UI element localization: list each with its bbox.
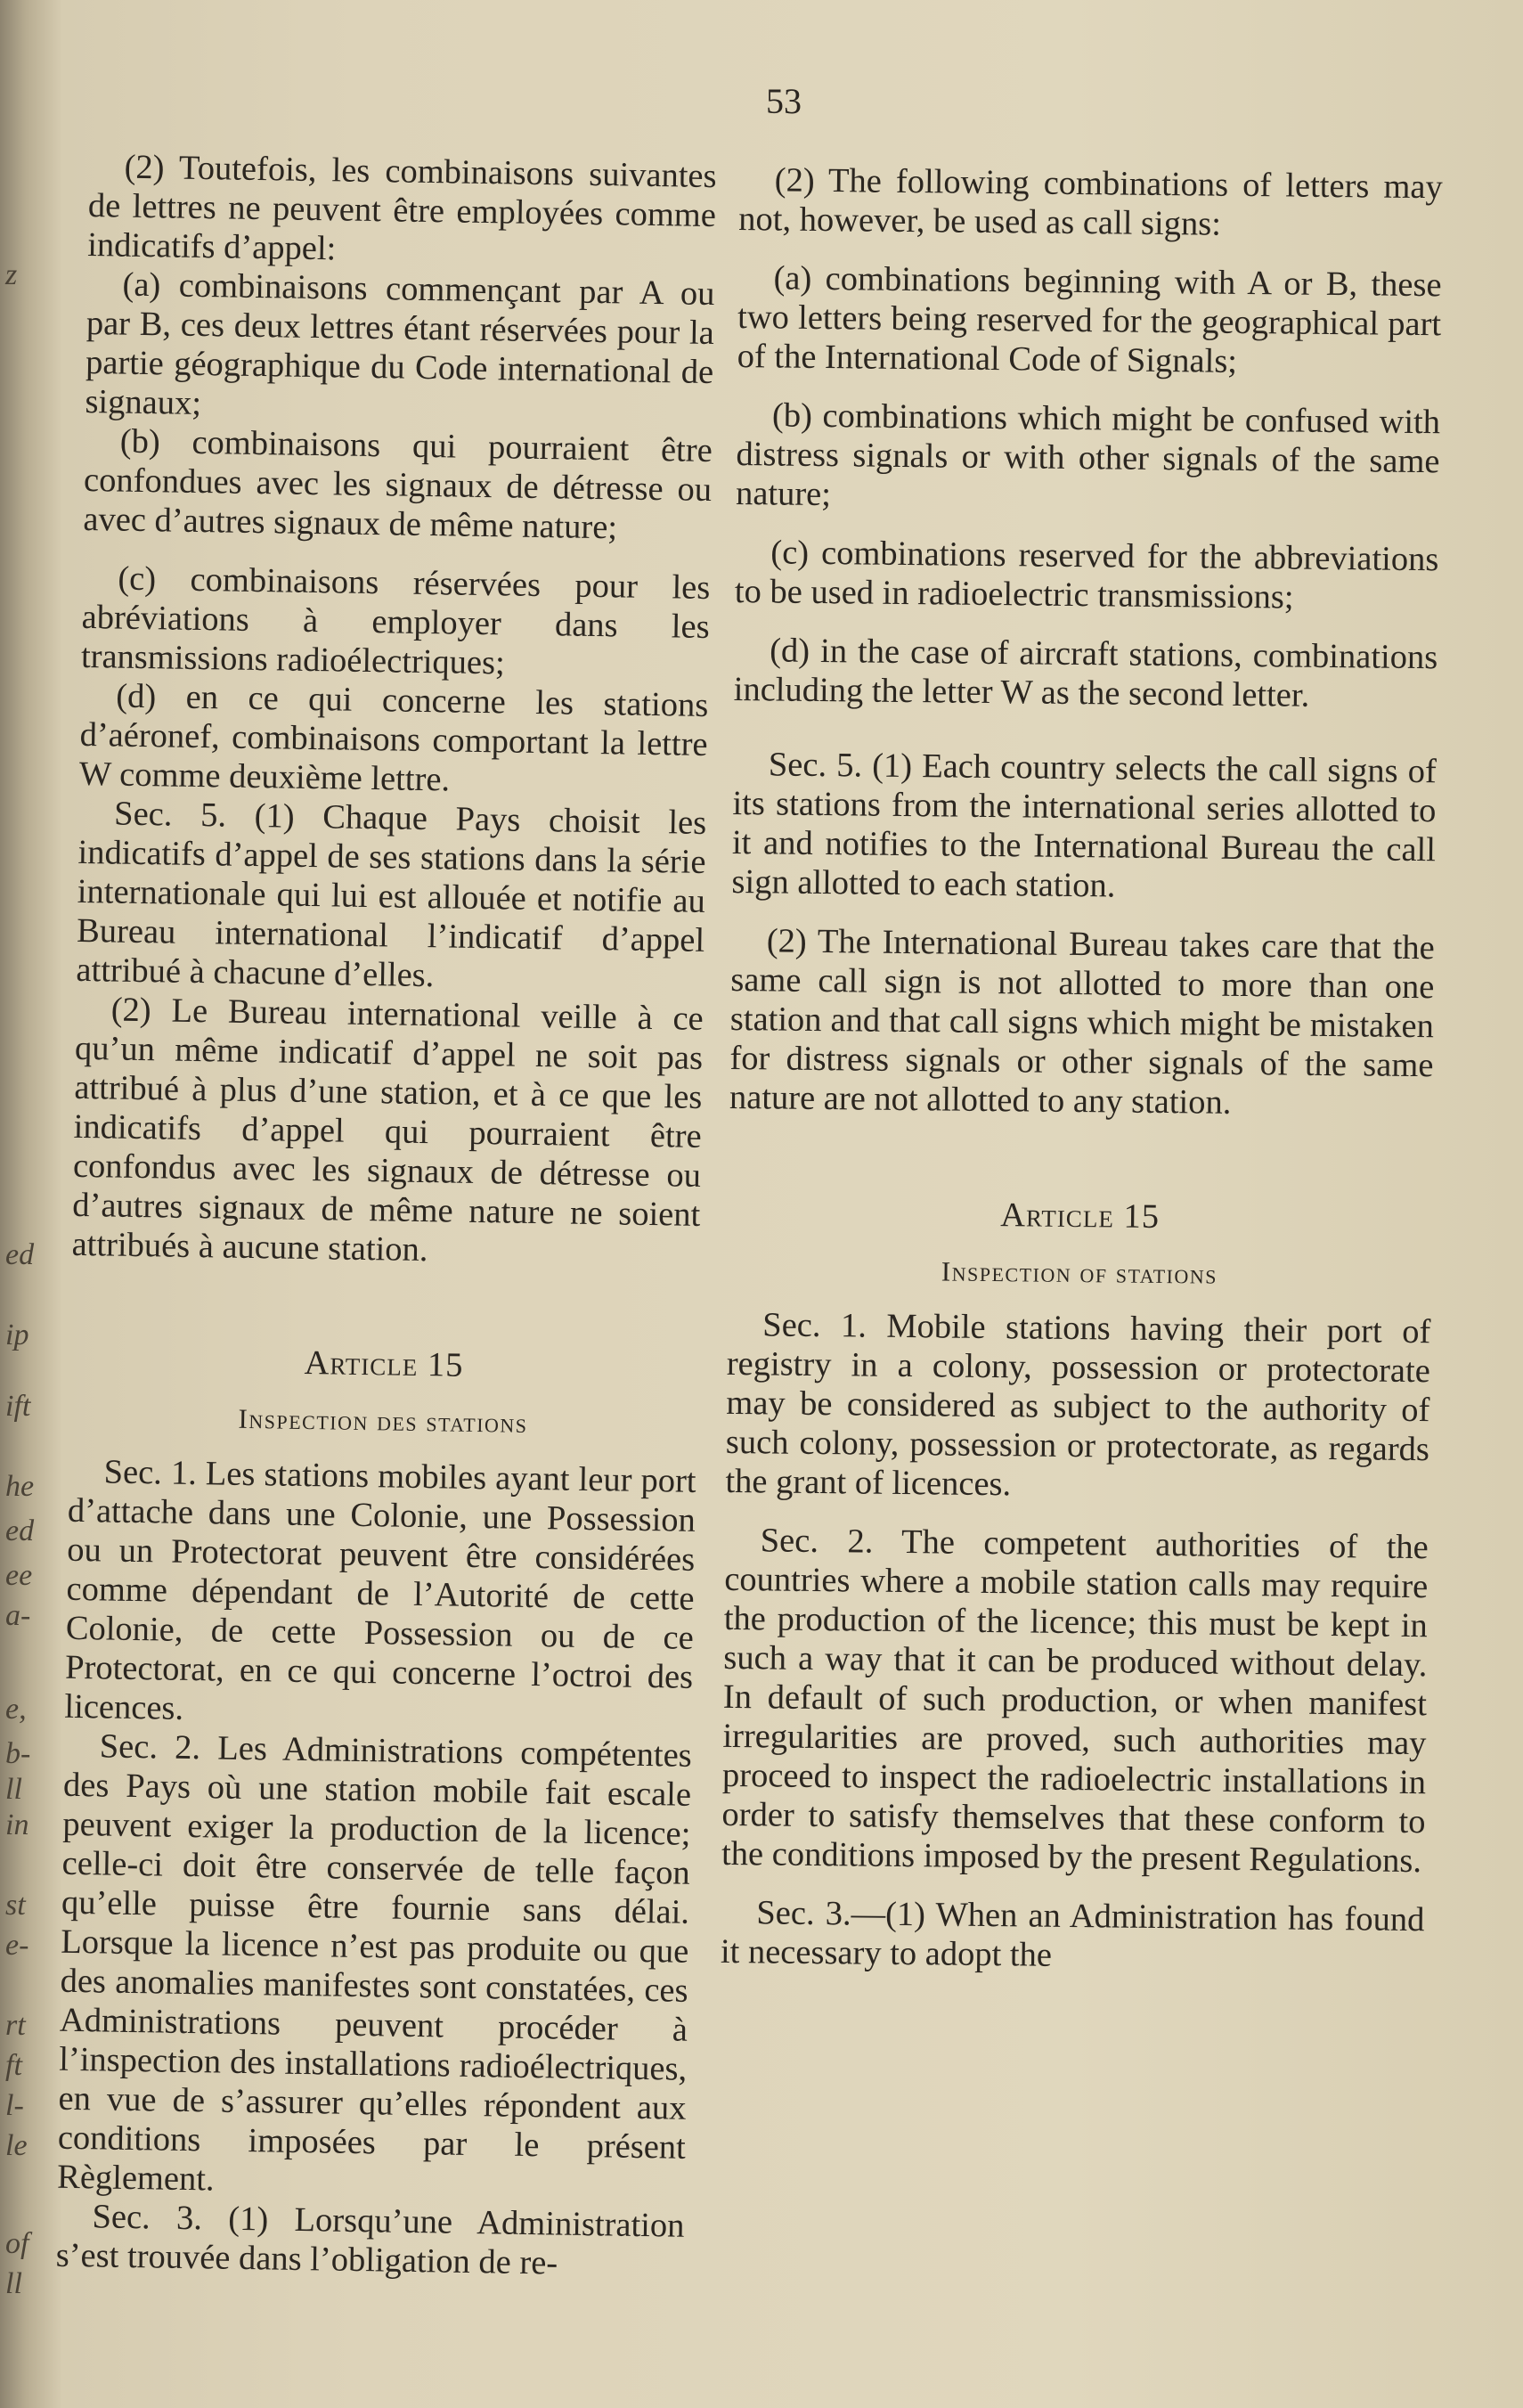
english-paragraph: (d) in the case of aircraft stations, combinations including the letter W as the second letter. [733,632,1438,714]
binding-fragment: e, [5,1693,27,1726]
english-paragraph: Sec. 5. (1) Each country selects the call signs of its stations from the international series allotted to it and notifies to the International Bureau the call sign allotted to each station. [731,746,1437,905]
binding-fragment: ift [5,1390,31,1423]
french-paragraph: (c) combinaisons réservées pour les abréviations à employer dans les transmissions radioélectriques; [80,559,711,682]
french-article-title: Article 15 [304,1343,464,1384]
french-column [55,147,716,2285]
binding-fragment: le [5,2129,28,2162]
binding-fragment: st [5,1889,26,1922]
french-paragraph: (d) en ce qui concerne les stations d’aéronef, combinaisons comportant la lettre W comme deuxième lettre. [78,677,709,799]
french-paragraph: Sec. 1. Les stations mobiles ayant leur port d’attache dans une Colonie, une Possession ou un Protectorat peuvent être considérées comme dépendant de l’Autorité de cette Colonie, de cette Possession ou de ce Protectorat, en ce qui concerne l’octroi des licences. [64,1453,696,1727]
binding-fragment: e- [5,1929,29,1962]
french-paragraph: (b) combinaisons qui pourraient être confondues avec les signaux de détresse ou avec d’autres signaux de même nature; [83,422,713,547]
binding-fragment: a- [5,1599,31,1632]
english-paragraph: Sec. 2. The competent authorities of the countries where a mobile station calls may require the production of the licence; this must be kept in such a way that it can be produced without delay. In default of such production, or when manifest irregularities are proved, such authorities may proceed to inspect the radioelectric installations in order to satisfy themselves that these conform to the conditions imposed by the present Regulations. [721,1522,1429,1881]
binding-fragment: z [5,258,18,291]
english-article-title: Article 15 [999,1196,1161,1237]
binding-fragment: he [5,1470,35,1503]
binding-margin [0,0,62,2408]
french-paragraph: Sec. 5. (1) Chaque Pays choisit les indicatifs d’appel de ses stations dans la série internationale qui lui est allouée et notifie au Bureau international l’indicatif d’appel attribué à chacune d’elles. [76,795,707,995]
binding-fragment: in [5,1808,29,1841]
french-paragraph: (2) Le Bureau international veille à ce qu’un même indicatif d’appel ne soit pas attribué à plus d’une station, et à ce que les indicatifs d’appel qui pourraient être confondus avec les signaux de détresse ou d’autres signaux de même nature ne soient attribués à aucune station. [71,991,704,1269]
english-paragraph: (c) combinations reserved for the abbreviations to be used in radioelectric transmissions; [734,534,1439,616]
english-column [721,160,1443,1979]
english-paragraph: Sec. 1. Mobile stations having their port of registry in a colony, possession or protectorate may be considered as subject to the authority of such colony, possession or protectorate, as regards the grant of licences. [725,1306,1431,1504]
french-article-subtitle: Inspection des stations [238,1402,528,1439]
english-paragraph: (2) The International Bureau takes care that the same call sign is not allotted to more than one station and that call signs which might be mistaken for distress signals or other signals of the same nature are not allotted to any station. [729,922,1436,1122]
binding-fragment: ll [5,2267,22,2300]
english-paragraph: (b) combinations which might be confused with distress signals or with other signals of the same nature; [735,396,1441,514]
binding-fragment: ll [5,1773,22,1806]
binding-fragment: ee [5,1559,33,1592]
binding-fragment: l- [5,2089,24,2122]
binding-fragment: ft [5,2049,22,2082]
english-paragraph: (2) The following combinations of letters may not, however, be used as call signs: [738,161,1443,243]
binding-fragment: ed [5,1514,35,1547]
binding-fragment: ed [5,1238,35,1271]
french-paragraph: (a) combinaisons commençant par A ou par B, ces deux lettres étant réservées pour la partie géographique du Code international de signaux; [85,265,715,423]
french-paragraph: Sec. 3. (1) Lorsqu’une Administration s’est trouvée dans l’obligation de re- [55,2198,685,2282]
french-paragraph: Sec. 2. Les Administrations compétentes des Pays où une station mobile fait escale peuvent exiger la production de la licence; celle-ci doit être conservée de telle façon qu’elle puisse être fournie sans délai. Lorsque la licence n’est pas produite ou que des anomalies manifestes sont constatées, ces Administrations peuvent procéder à l’inspection des installations radioélectriques, en vue de s’assurer qu’elles répondent aux conditions imposées par le présent Règlement. [56,1727,693,2199]
french-paragraph: (2) Toutefois, les combinaisons suivantes de lettres ne peuvent être employées comme indicatifs d’appel: [86,148,717,268]
binding-fragment: b- [5,1737,31,1770]
page-number: 53 [766,81,802,121]
binding-fragment: of [5,2227,29,2260]
binding-fragment: rt [5,2009,26,2042]
english-paragraph: (a) combinations beginning with A or B, these two letters being reserved for the geographical part of the International Code of Signals; [737,259,1442,380]
binding-fragment: ip [5,1318,29,1351]
english-paragraph: Sec. 3.—(1) When an Administration has found it necessary to adopt the [720,1894,1425,1974]
english-article-subtitle: Inspection of stations [941,1255,1218,1290]
